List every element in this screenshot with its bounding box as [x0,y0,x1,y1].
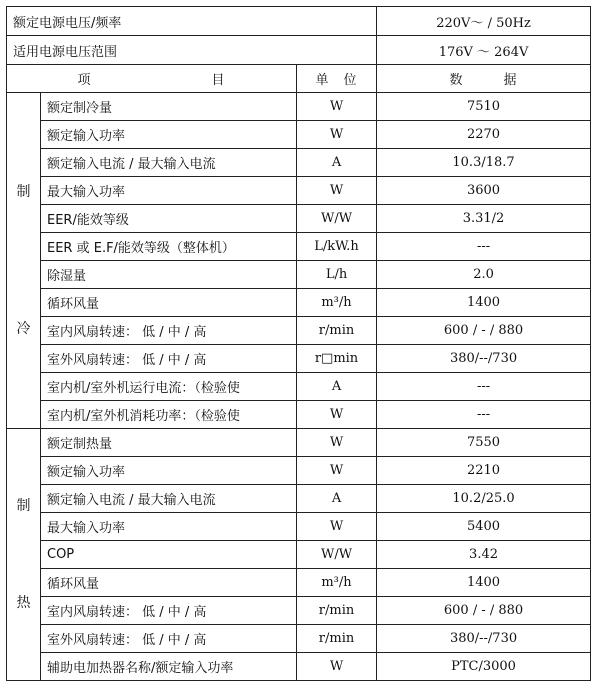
row-unit: W [297,429,377,457]
table-row [7,345,591,373]
row-item: COP [41,541,297,569]
row-item: 额定输入电流 / 最大输入电流 [41,485,297,513]
row-value: 3600 [377,177,591,205]
spec-row-top [7,7,591,36]
row-unit: L/h [297,261,377,289]
row-unit: W/W [297,541,377,569]
row-value: 600 / - / 880 [377,317,591,345]
row-item: 额定输入功率 [41,121,297,149]
row-unit: m³/h [297,569,377,597]
row-value: 2270 [377,121,591,149]
row-unit: W/W [297,205,377,233]
table-row [7,653,591,681]
row-item: 最大输入功率 [41,177,297,205]
row-unit: A [297,485,377,513]
table-row [7,177,591,205]
row-item: EER/能效等级 [41,205,297,233]
heating-group-label: 制 热 [7,429,41,681]
row-value: --- [377,233,591,261]
row-unit: W [297,401,377,429]
table-header [7,65,591,93]
row-item: 最大输入功率 [41,513,297,541]
row-unit: W [297,457,377,485]
row-unit: A [297,373,377,401]
table-row [7,429,591,457]
row-unit: W [297,653,377,681]
row-unit: W [297,177,377,205]
row-item: 额定输入功率 [41,457,297,485]
table-row [7,625,591,653]
row-unit: r/min [297,597,377,625]
row-unit: r/min [297,625,377,653]
row-value: 7510 [377,93,591,121]
table-row [7,261,591,289]
header-data: 数 据 [377,65,591,93]
table-row [7,569,591,597]
header-item: 项 目 [7,65,297,93]
row-item: 室内风扇转速： 低 / 中 / 高 [41,317,297,345]
row-value: --- [377,373,591,401]
table-row [7,93,591,121]
spec-row-top [7,36,591,65]
header-unit: 单 位 [297,65,377,93]
row-unit: L/kW.h [297,233,377,261]
table-row [7,597,591,625]
row-unit: W [297,121,377,149]
row-value: 2.0 [377,261,591,289]
row-value: 3.42 [377,541,591,569]
row-value: --- [377,401,591,429]
row-item: 额定制热量 [41,429,297,457]
row-item: 辅助电加热器名称/额定输入功率 [41,653,297,681]
row-unit: r□min [297,345,377,373]
cooling-group-label: 制 冷 [7,93,41,429]
table-row [7,317,591,345]
table-row [7,513,591,541]
row-value: 3.31/2 [377,205,591,233]
row-item: EER 或 E.F/能效等级（整体机） [41,233,297,261]
spec-value: 220V～ / 50Hz [377,7,591,36]
row-item: 循环风量 [41,569,297,597]
table-row [7,233,591,261]
table-row [7,289,591,317]
row-item: 室内机/室外机消耗功率：（检验使 [41,401,297,429]
row-value: 380/--/730 [377,345,591,373]
spec-value: 176V ～ 264V [377,36,591,65]
row-value: 1400 [377,289,591,317]
table-row [7,401,591,429]
row-value: 10.3/18.7 [377,149,591,177]
row-value: 380/--/730 [377,625,591,653]
row-item: 室内风扇转速： 低 / 中 / 高 [41,597,297,625]
row-value: 7550 [377,429,591,457]
spec-table [6,6,591,681]
table-row [7,121,591,149]
row-item: 室外风扇转速： 低 / 中 / 高 [41,625,297,653]
table-row [7,373,591,401]
row-item: 额定制冷量 [41,93,297,121]
row-item: 循环风量 [41,289,297,317]
table-row [7,205,591,233]
table-row [7,541,591,569]
spec-label: 额定电源电压/频率 [7,7,377,36]
spec-label: 适用电源电压范围 [7,36,377,65]
row-item: 室外风扇转速： 低 / 中 / 高 [41,345,297,373]
row-unit: W [297,513,377,541]
row-unit: A [297,149,377,177]
row-item: 额定输入电流 / 最大输入电流 [41,149,297,177]
table-row [7,457,591,485]
row-value: 600 / - / 880 [377,597,591,625]
row-value: 2210 [377,457,591,485]
row-value: 1400 [377,569,591,597]
table-row [7,485,591,513]
row-value: 10.2/25.0 [377,485,591,513]
row-unit: r/min [297,317,377,345]
row-unit: m³/h [297,289,377,317]
row-value: 5400 [377,513,591,541]
row-item: 室内机/室外机运行电流：（检验使 [41,373,297,401]
row-unit: W [297,93,377,121]
table-row [7,149,591,177]
row-value: PTC/3000 [377,653,591,681]
row-item: 除湿量 [41,261,297,289]
